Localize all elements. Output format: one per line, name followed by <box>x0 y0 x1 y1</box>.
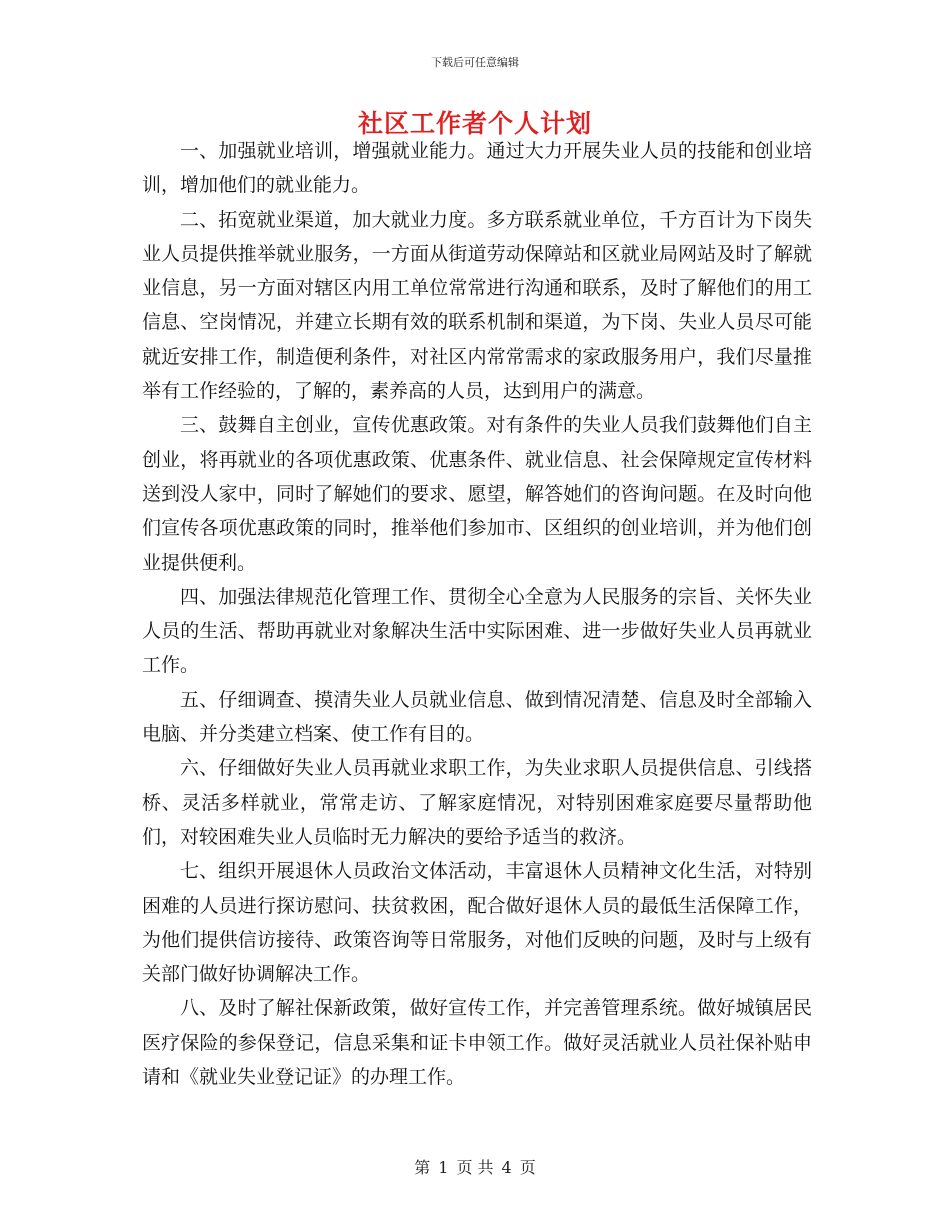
footer-total-pages: 4 <box>501 1158 512 1177</box>
document-body <box>142 134 812 1094</box>
footer-suffix: 页 <box>519 1158 536 1177</box>
paragraph-7: 七、组织开展退休人员政治文体活动，丰富退休人员精神文化生活，对特别困难的人员进行探访慰问、扶贫救困，配合做好退休人员的最低生活保障工作，为他们提供信访接待、政策咨询等日常服务，对他们反映的问题，及时与上级有关部门做好协调解决工作。 <box>142 860 812 986</box>
paragraph-4: 四、加强法律规范化管理工作、贯彻全心全意为人民服务的宗旨、关怀失业人员的生活、帮助再就业对象解决生活中实际困难、进一步做好失业人员再就业工作。 <box>142 585 812 677</box>
paragraph-8: 八、及时了解社保新政策，做好宣传工作，并完善管理系统。做好城镇居民医疗保险的参保登记，信息采集和证卡申领工作。做好灵活就业人员社保补贴申请和《就业失业登记证》的办理工作。 <box>142 997 812 1089</box>
paragraph-2: 二、拓宽就业渠道，加大就业力度。多方联系就业单位，千方百计为下岗失业人员提供推举就业服务，一方面从街道劳动保障站和区就业局网站及时了解就业信息，另一方面对辖区内用工单位常常进行沟通和联系，及时了解他们的用工信息、空岗情况，并建立长期有效的联系机制和渠道，为下岗、失业人员尽可能就近安排工作，制造便利条件，对社区内常常需求的家政服务用户，我们尽量推举有工作经验的，了解的，素养高的人员，达到用户的满意。 <box>142 208 812 403</box>
paragraph-1: 一、加强就业培训，增强就业能力。通过大力开展失业人员的技能和创业培训，增加他们的就业能力。 <box>142 140 812 197</box>
paragraph-5: 五、仔细调查、摸清失业人员就业信息、做到情况清楚、信息及时全部输入电脑、并分类建立档案、使工作有目的。 <box>142 688 812 746</box>
page-footer <box>0 1155 950 1178</box>
document-title: 社区工作者个人计划 <box>357 109 592 138</box>
footer-current-page: 1 <box>438 1158 449 1177</box>
footer-middle: 页 共 <box>456 1158 494 1177</box>
paragraph-3: 三、鼓舞自主创业，宣传优惠政策。对有条件的失业人员我们鼓舞他们自主创业，将再就业的各项优惠政策、优惠条件、就业信息、社会保障规定宣传材料送到没人家中，同时了解她们的要求、愿望，解答她们的咨询问题。在及时向他们宣传各项优惠政策的同时，推举他们参加市、区组织的创业培训，并为他们创业提供便利。 <box>142 414 812 574</box>
paragraph-6: 六、仔细做好失业人员再就业求职工作，为失业求职人员提供信息、引线搭桥、灵活多样就业，常常走访、了解家庭情况，对特别困难家庭要尽量帮助他们，对较困难失业人员临时无力解决的要给予适当的救济。 <box>142 757 812 848</box>
page-header: 下载后可任意编辑 <box>431 56 519 69</box>
footer-prefix: 第 <box>414 1158 431 1177</box>
